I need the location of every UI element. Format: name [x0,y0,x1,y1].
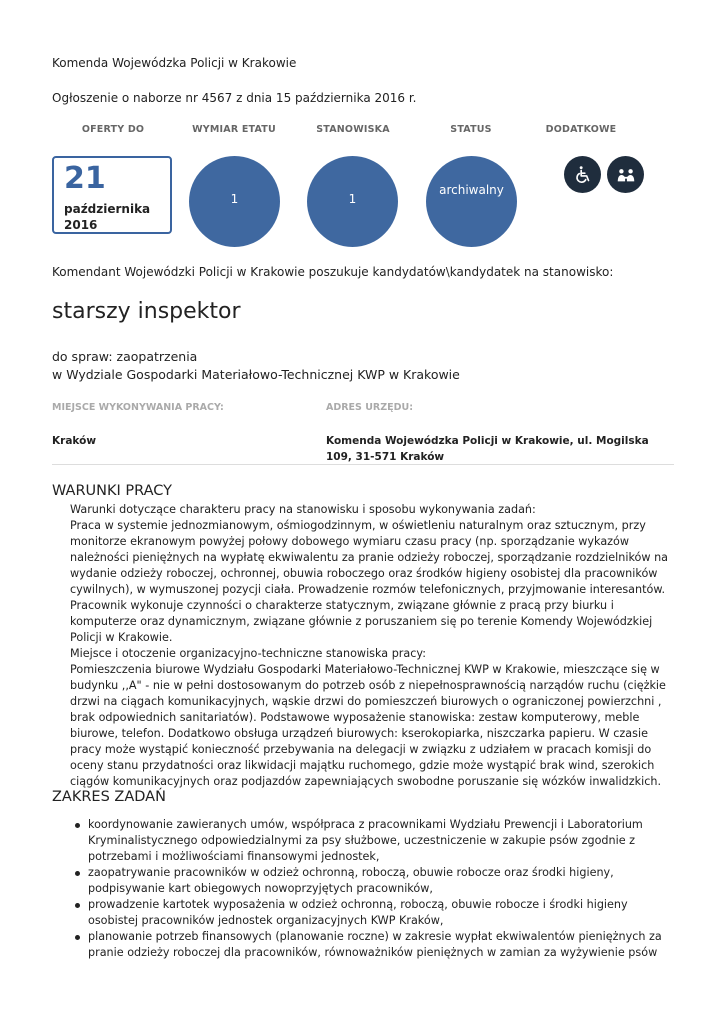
deadline-year: 2016 [64,218,98,232]
divider [52,464,674,465]
department [52,348,460,384]
wheelchair-icon [564,156,601,193]
deadline-date-box [52,156,172,234]
zakres-list [73,817,673,961]
list-item: zaopatrywanie pracowników w odzież ochronną, roboczą, obuwie robocze oraz środki higieny, podpisywanie kart obiegowych nowoprzyjętych pracowników, [73,865,673,897]
list-item: prowadzenie kartotek wyposażenia w odzież ochronną, roboczą, obuwie robocze i środki higieny osobistej pracowników jednostek organizacyjnych KWP Kraków, [73,897,673,929]
warunki-paragraph: Praca w systemie jednozmianowym, ośmiogodzinnym, w oświetleniu naturalnym oraz sztucznym, przy monitorze ekranowym powyżej połowy dobowego wymiaru czasu pracy (np. sporządzanie wykazów należności pieniężnych na wypłatę ekwiwalentu za pranie odzieży roboczej, sporządzanie rozdzielników na wydanie odzieży roboczej, ochronnej, obuwia roboczego oraz środków higieny osobistej dla pracowników cywilnych), w wymuszonej pozycji ciała. Prowadzenie rozmów telefonicznych, przyjmowanie interesantów. Pracownik wykonuje czynności o charakterze statycznym, związane głównie z pracą przy biurku i komputerze oraz dynamicznym, związane głównie z poruszaniem się po terenie Komendy Wojewódzkiej Policji w Krakowie. [70,519,669,644]
list-item: koordynowanie zawieranych umów, współpraca z pracownikami Wydziału Prewencji i Laboratorium Kryminalistycznego odpowiedzialnymi za psy służbowe, uczestniczenie w zakupie psów zgodnie z potrzebami i możliwościami finansowymi jednostek, [73,817,673,865]
warunki-paragraph: Miejsce i otoczenie organizacyjno-techniczne stanowiska pracy: [70,647,426,660]
address-label: ADRES URZĘDU: [326,402,413,413]
status-circle [426,156,517,247]
stanowiska-circle [307,156,398,247]
header-wymiar-etatu: WYMIAR ETATU [192,124,276,135]
etat-circle [189,156,280,247]
header-status: STATUS [450,124,492,135]
place-label: MIEJSCE WYKONYWANIA PRACY: [52,402,224,413]
header-oferty-do: OFERTY DO [81,124,145,135]
job-title: starszy inspektor [52,299,241,324]
header-stanowiska: STANOWISKA [316,124,390,135]
interpreter-icon [607,156,644,193]
etat-value: 1 [230,192,239,206]
address-value: Komenda Wojewódzka Policji w Krakowie, ul. Mogilska 109, 31-571 Kraków [326,435,649,463]
header-dodatkowe: DODATKOWE [545,124,617,135]
department-line-2: w Wydziale Gospodarki Materiałowo-Technicznej KWP w Krakowie [52,367,460,382]
warunki-paragraph: Warunki dotyczące charakteru pracy na stanowisku i sposobu wykonywania zadań: [70,503,536,516]
warunki-paragraph: Pomieszczenia biurowe Wydziału Gospodarki Materiałowo-Technicznej KWP w Krakowie, mieszczące się w budynku ,,A" - nie w pełni dostosowanym do potrzeb osób z niepełnosprawnością narządów ruchu (ciężkie drzwi na ciągach komunikacyjnych, wąskie drzwi do pomieszczeń biurowych o ograniczonej powierzchni , brak odpowiednich sanitariatów). Podstawowe wyposażenie stanowiska: zestaw komputerowy, meble biurowe, telefon. Dodatkowo obsługa urządzeń biurowych: kserokopiarka, niszczarka papieru. W czasie pracy może wystąpić konieczność przebywania na delegacji w związku z udziałem w pracach komisji do oceny stanu przydatności oraz likwidacji majątku ruchomego, gdzie może wystąpić brak wind, szerokich ciągów komunikacyjnych oraz podjazdów zapewniających swobodne poruszanie się wózków inwalidzkich. [70,663,666,788]
status-value: archiwalny [439,183,504,197]
announcement-title: Ogłoszenie o naborze nr 4567 z dnia 15 października 2016 r. [52,91,417,105]
summary-headers [52,124,674,138]
organization-name: Komenda Wojewódzka Policji w Krakowie [52,56,297,70]
list-item: planowanie potrzeb finansowych (planowanie roczne) w zakresie wypłat ekwiwalentów pieniężnych za pranie odzieży roboczej dla pracowników, równoważników pieniężnych w zamian za wyżywienie psów [73,929,673,961]
stanowiska-value: 1 [348,192,357,206]
warunki-body [70,502,674,790]
place-value: Kraków [52,435,97,447]
department-line-1: do spraw: zaopatrzenia [52,349,198,364]
intro-text: Komendant Wojewódzki Policji w Krakowie poszukuje kandydatów\kandydatek na stanowisko: [52,265,614,279]
zakres-title: ZAKRES ZADAŃ [52,789,166,805]
deadline-day: 21 [64,161,106,196]
deadline-month: października [64,202,151,216]
warunki-title: WARUNKI PRACY [52,483,173,499]
